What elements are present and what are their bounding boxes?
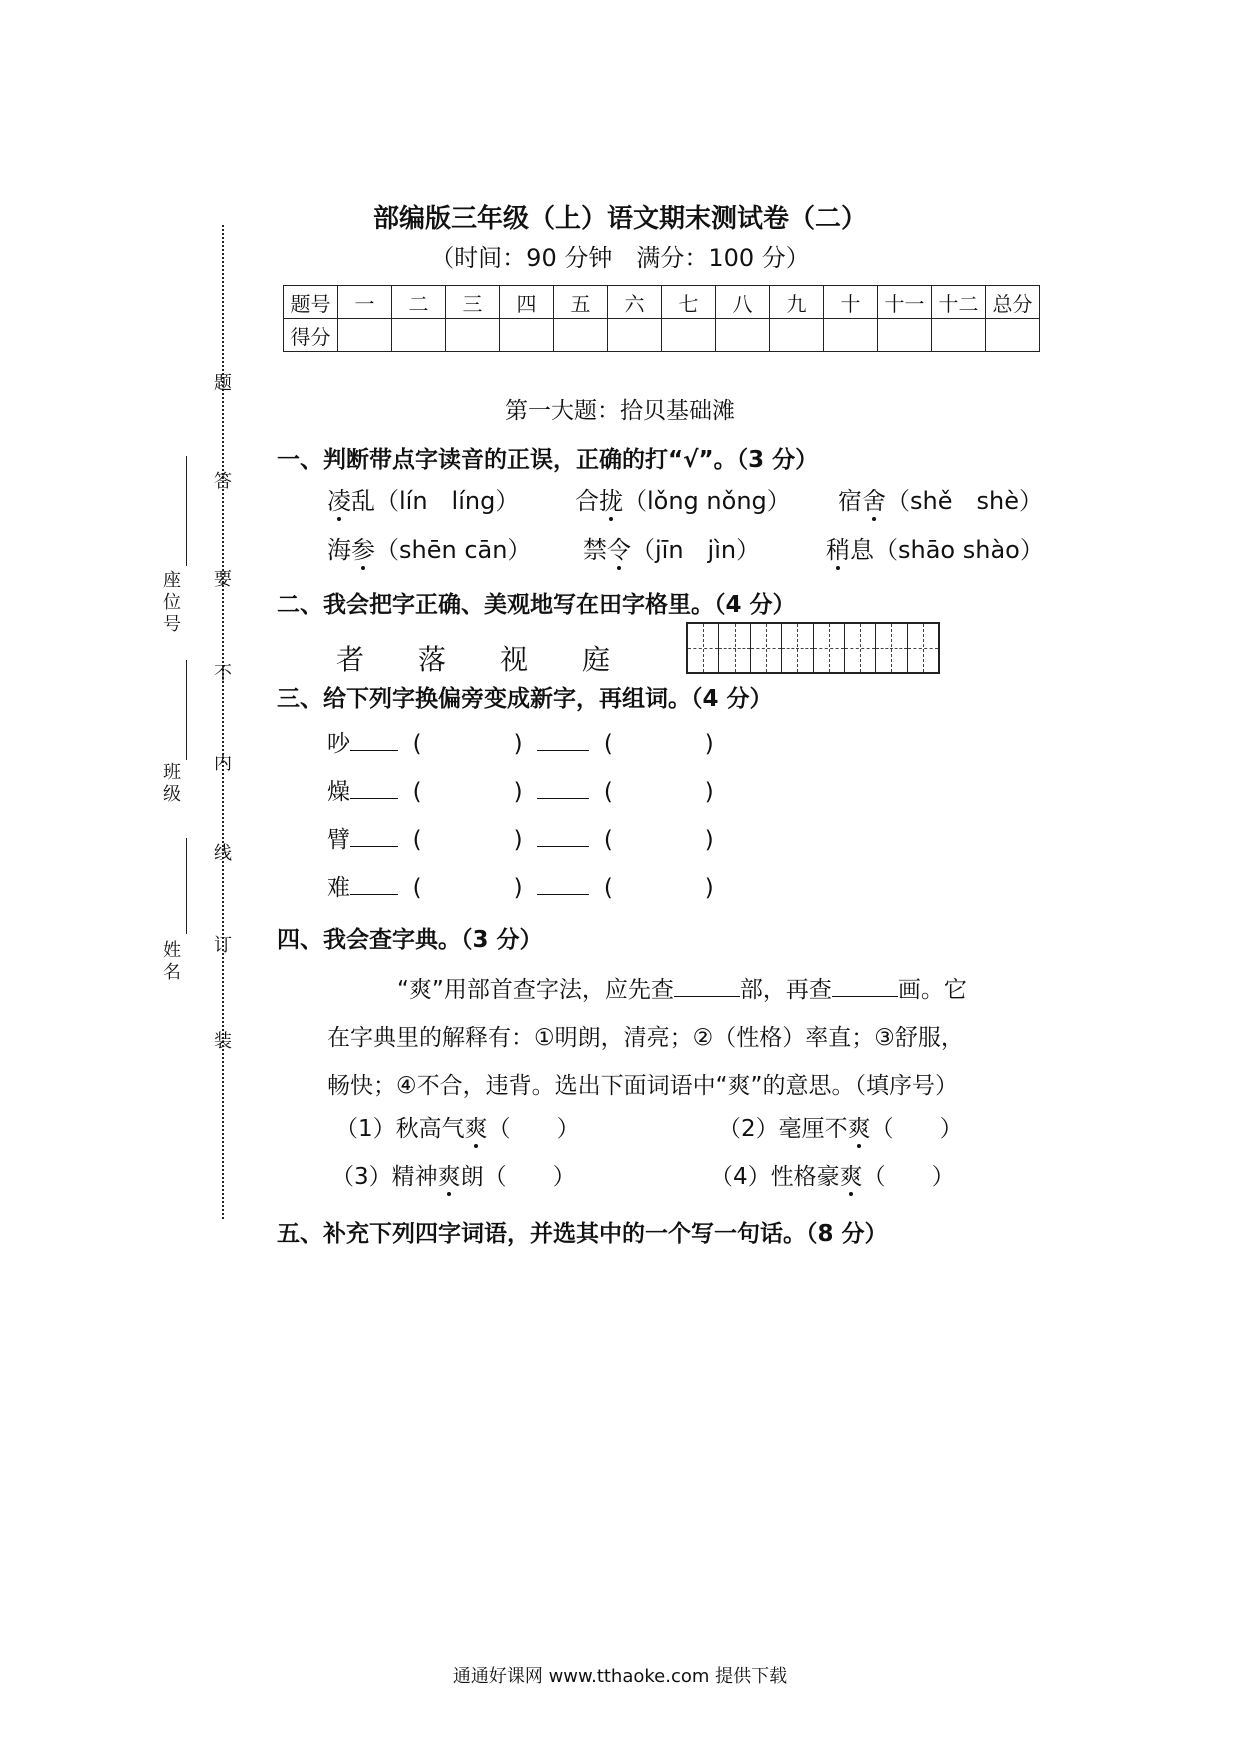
score-cell[interactable] (500, 319, 554, 352)
section-title: 第一大题：拾贝基础滩 (505, 398, 735, 424)
binding-char: 题 (214, 373, 232, 394)
q4-item: （3）精神爽朗（ ） (331, 1164, 576, 1190)
answer-blank[interactable] (350, 823, 398, 847)
q4-item: （4）性格豪爽（ ） (710, 1164, 955, 1190)
binding-char: 不 (214, 663, 232, 684)
table-cell: 三 (446, 286, 500, 319)
tianzige-cell[interactable] (782, 624, 813, 672)
table-cell: 四 (500, 286, 554, 319)
tianzige-cell[interactable] (688, 624, 719, 672)
page-title: 部编版三年级（上）语文期末测试卷（二） (372, 204, 867, 234)
tianzige-cell[interactable] (845, 624, 876, 672)
name-blank[interactable] (186, 838, 187, 934)
answer-blank[interactable] (832, 973, 898, 997)
binding-char: 装 (214, 1031, 232, 1052)
name-label: 姓名 (163, 940, 181, 983)
table-cell: 总分 (986, 286, 1040, 319)
score-cell[interactable] (554, 319, 608, 352)
score-cell[interactable] (662, 319, 716, 352)
footer-text: 通通好课网 www.tthaoke.com 提供下载 (452, 1666, 788, 1687)
binding-char: 内 (214, 753, 232, 774)
question-4-title: 四、我会查字典。（3 分） (277, 927, 543, 953)
binding-char: 答 (214, 471, 232, 492)
tianzige-cell[interactable] (814, 624, 845, 672)
q1-item: 稍息（shāo shào） (826, 536, 1044, 564)
answer-blank[interactable] (350, 727, 398, 751)
q3-row: 燥 ( ) ( ) (327, 773, 714, 806)
tianzige-cell[interactable] (908, 624, 938, 672)
table-cell: 十一 (878, 286, 932, 319)
score-table (283, 285, 1040, 352)
exam-info: （时间：90 分钟 满分：100 分） (430, 244, 810, 272)
practice-char: 者 (336, 643, 365, 676)
answer-blank[interactable] (537, 727, 589, 751)
answer-blank[interactable] (350, 871, 398, 895)
seat-number-blank[interactable] (186, 456, 187, 566)
answer-blank[interactable] (537, 871, 589, 895)
dotted-char: 稍 (826, 536, 850, 564)
q4-item: （2）毫厘不爽（ ） (718, 1116, 963, 1142)
table-cell: 五 (554, 286, 608, 319)
dotted-char: 爽 (847, 1116, 871, 1142)
score-cell[interactable] (932, 319, 986, 352)
q1-item: 宿舍（shě shè） (838, 487, 1043, 515)
score-cell[interactable] (392, 319, 446, 352)
tianzige-grid[interactable] (686, 622, 940, 674)
tianzige-cell[interactable] (751, 624, 782, 672)
table-cell: 二 (392, 286, 446, 319)
score-cell[interactable] (770, 319, 824, 352)
table-cell: 八 (716, 286, 770, 319)
answer-blank[interactable] (537, 823, 589, 847)
q2-characters (336, 638, 664, 678)
practice-char: 落 (418, 643, 447, 676)
q4-item: （1）秋高气爽（ ） (335, 1116, 580, 1142)
dotted-char: 舍 (862, 487, 886, 515)
score-entry-row (284, 319, 1040, 352)
practice-char: 庭 (582, 643, 611, 676)
tianzige-cell[interactable] (719, 624, 750, 672)
dotted-char: 爽 (464, 1116, 488, 1142)
q1-item: 凌乱（lín líng） (327, 487, 520, 515)
score-cell[interactable] (986, 319, 1040, 352)
score-cell[interactable] (824, 319, 878, 352)
binding-char: 要 (214, 569, 232, 590)
table-cell: 九 (770, 286, 824, 319)
q1-item: 禁令（jīn jìn） (583, 536, 761, 564)
binding-char: 订 (214, 935, 232, 956)
q4-paragraph-line: “爽”用部首查字法，应先查 部，再查 画。它 (397, 971, 967, 1004)
question-2-title: 二、我会把字正确、美观地写在田字格里。（4 分） (277, 592, 796, 618)
q4-paragraph-line: 畅快；④不合，违背。选出下面词语中“爽”的意思。（填序号） (327, 1073, 958, 1099)
dotted-char: 拢 (599, 487, 623, 515)
table-cell: 六 (608, 286, 662, 319)
q3-row: 臂 ( ) ( ) (327, 821, 714, 854)
question-5-title: 五、补充下列四字词语，并选其中的一个写一句话。（8 分） (277, 1221, 888, 1247)
class-label: 班级 (163, 762, 181, 805)
table-cell: 一 (338, 286, 392, 319)
answer-blank[interactable] (537, 775, 589, 799)
score-header-row (284, 286, 1040, 319)
question-3-title: 三、给下列字换偏旁变成新字，再组词。（4 分） (277, 686, 773, 712)
tianzige-cell[interactable] (876, 624, 907, 672)
q1-item: 合拢（lǒng nǒng） (575, 487, 791, 515)
q3-row: 吵 ( ) ( ) (327, 725, 714, 758)
dotted-char: 令 (607, 536, 631, 564)
score-cell[interactable] (716, 319, 770, 352)
dotted-char: 凌 (327, 487, 351, 515)
dotted-char: 参 (351, 536, 375, 564)
answer-blank[interactable] (350, 775, 398, 799)
score-cell[interactable] (446, 319, 500, 352)
table-cell: 得分 (284, 319, 338, 352)
seat-number-label: 座位号 (163, 570, 181, 635)
dotted-char: 爽 (839, 1164, 863, 1190)
class-blank[interactable] (186, 660, 187, 760)
q1-item: 海参（shēn cān） (327, 536, 532, 564)
question-1-title: 一、判断带点字读音的正误，正确的打“√”。（3 分） (277, 447, 819, 473)
table-cell: 七 (662, 286, 716, 319)
dotted-char: 爽 (437, 1164, 461, 1190)
table-cell: 十二 (932, 286, 986, 319)
q4-paragraph-line: 在字典里的解释有：①明朗，清亮；②（性格）率直；③舒服， (327, 1025, 964, 1051)
binding-char: 线 (214, 843, 232, 864)
score-cell[interactable] (878, 319, 932, 352)
answer-blank[interactable] (674, 973, 740, 997)
q3-row: 难 ( ) ( ) (327, 869, 714, 902)
table-cell: 题号 (284, 286, 338, 319)
table-cell: 十 (824, 286, 878, 319)
score-cell[interactable] (338, 319, 392, 352)
practice-char: 视 (500, 643, 529, 676)
score-cell[interactable] (608, 319, 662, 352)
